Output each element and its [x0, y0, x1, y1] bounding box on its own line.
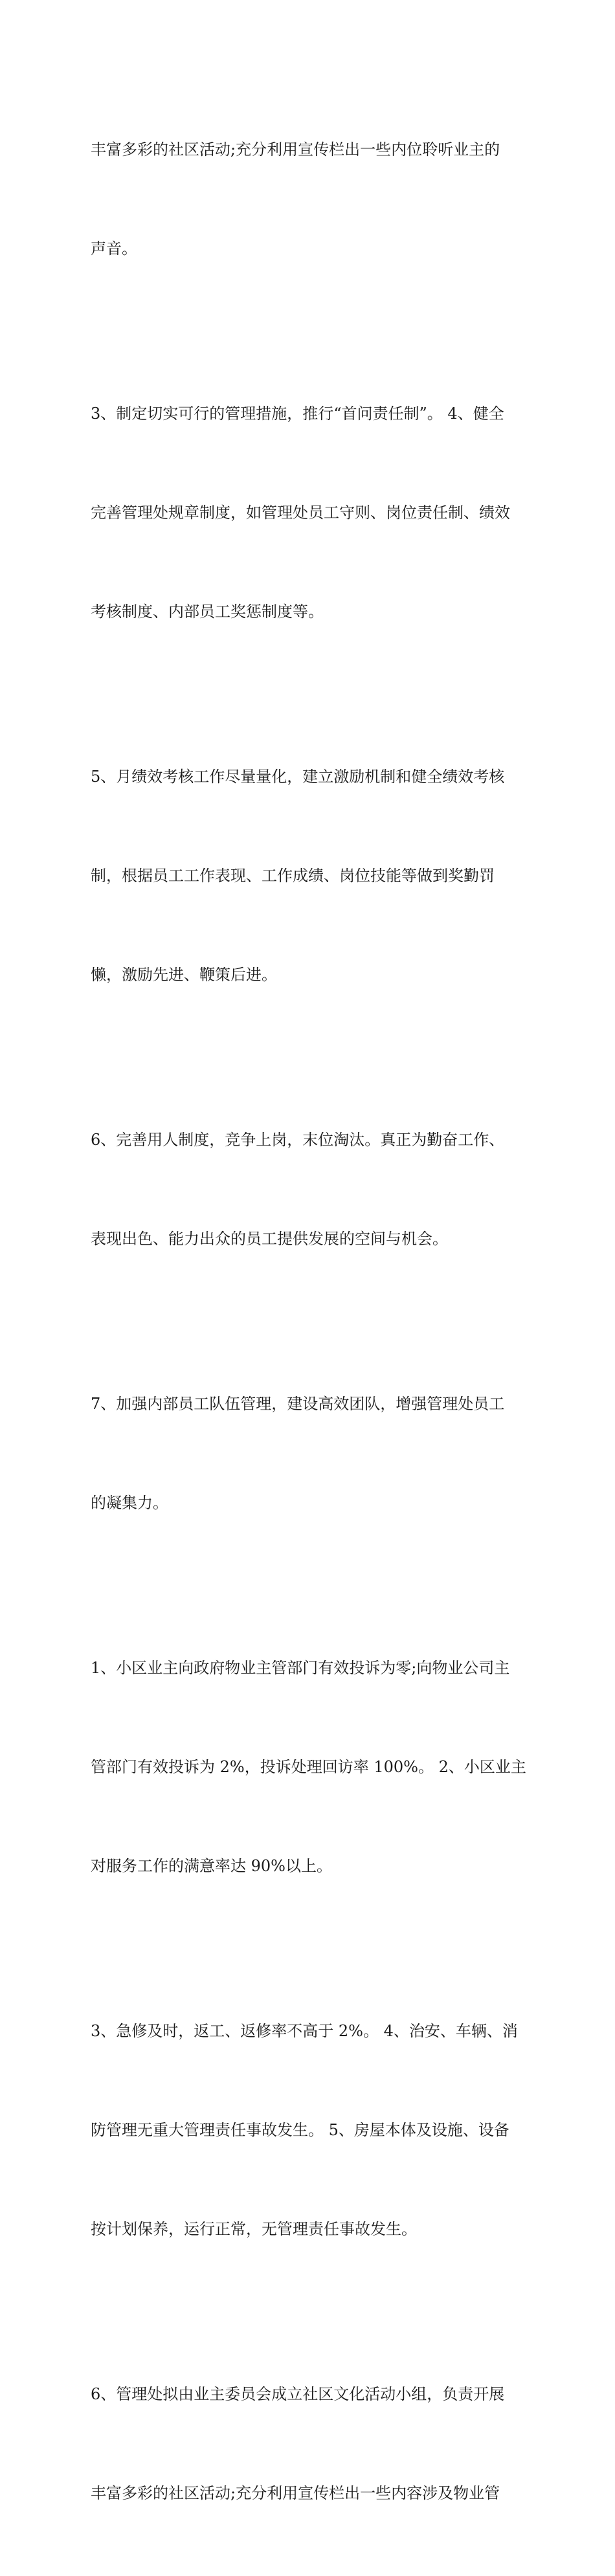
paragraph	[91, 331, 531, 694]
text-line: 6、管理处拟由业主委员会成立社区文化活动小组，负责开展	[91, 2385, 505, 2403]
text-line: 表现出色、能力出众的员工提供发展的空间与机会。	[91, 1230, 448, 1248]
text-line: 考核制度、内部员工奖惩制度等。	[91, 603, 324, 621]
paragraph	[91, 67, 531, 331]
paragraph	[91, 1949, 531, 2312]
text-line: 声音。	[91, 239, 137, 258]
text-line: 的凝集力。	[91, 1494, 168, 1512]
paragraph	[91, 1322, 531, 1586]
text-line: 完善管理处规章制度，如管理处员工守则、岗位责任制、绩效	[91, 504, 510, 522]
text-line: 3、急修及时，返工、返修率不高于 2%。 4、治安、车辆、消	[91, 2022, 518, 2040]
text-line: 制，根据员工工作表现、工作成绩、岗位技能等做到奖勤罚	[91, 867, 495, 885]
text-line: 丰富多彩的社区活动;充分利用宣传栏出一些内位聆听业主的	[91, 140, 500, 159]
text-line: 3、制定切实可行的管理措施，推行“首问责任制”。 4、健全	[91, 405, 504, 423]
text-line: 管部门有效投诉为 2%，投诉处理回访率 100%。 2、小区业主	[91, 1758, 526, 1776]
paragraph	[91, 1586, 531, 1949]
text-line: 防管理无重大管理责任事故发生。 5、房屋本体及设施、设备	[91, 2121, 509, 2139]
text-line: 按计划保养，运行正常，无管理责任事故发生。	[91, 2220, 417, 2238]
document-body	[91, 67, 531, 2576]
text-line: 7、加强内部员工队伍管理，建设高效团队，增强管理处员工	[91, 1395, 505, 1413]
text-line: 1、小区业主向政府物业主管部门有效投诉为零;向物业公司主	[91, 1659, 510, 1677]
text-line: 对服务工作的满意率达 90%以上。	[91, 1857, 332, 1875]
text-line: 懒，激励先进、鞭策后进。	[91, 966, 277, 984]
text-line: 丰富多彩的社区活动;充分利用宣传栏出一些内容涉及物业管	[91, 2484, 500, 2502]
text-line: 6、完善用人制度，竞争上岗，末位淘汰。真正为勤奋工作、	[91, 1131, 505, 1149]
paragraph	[91, 2312, 531, 2576]
paragraph	[91, 694, 531, 1058]
text-line: 5、月绩效考核工作尽量量化，建立激励机制和健全绩效考核	[91, 768, 505, 786]
paragraph	[91, 1058, 531, 1322]
